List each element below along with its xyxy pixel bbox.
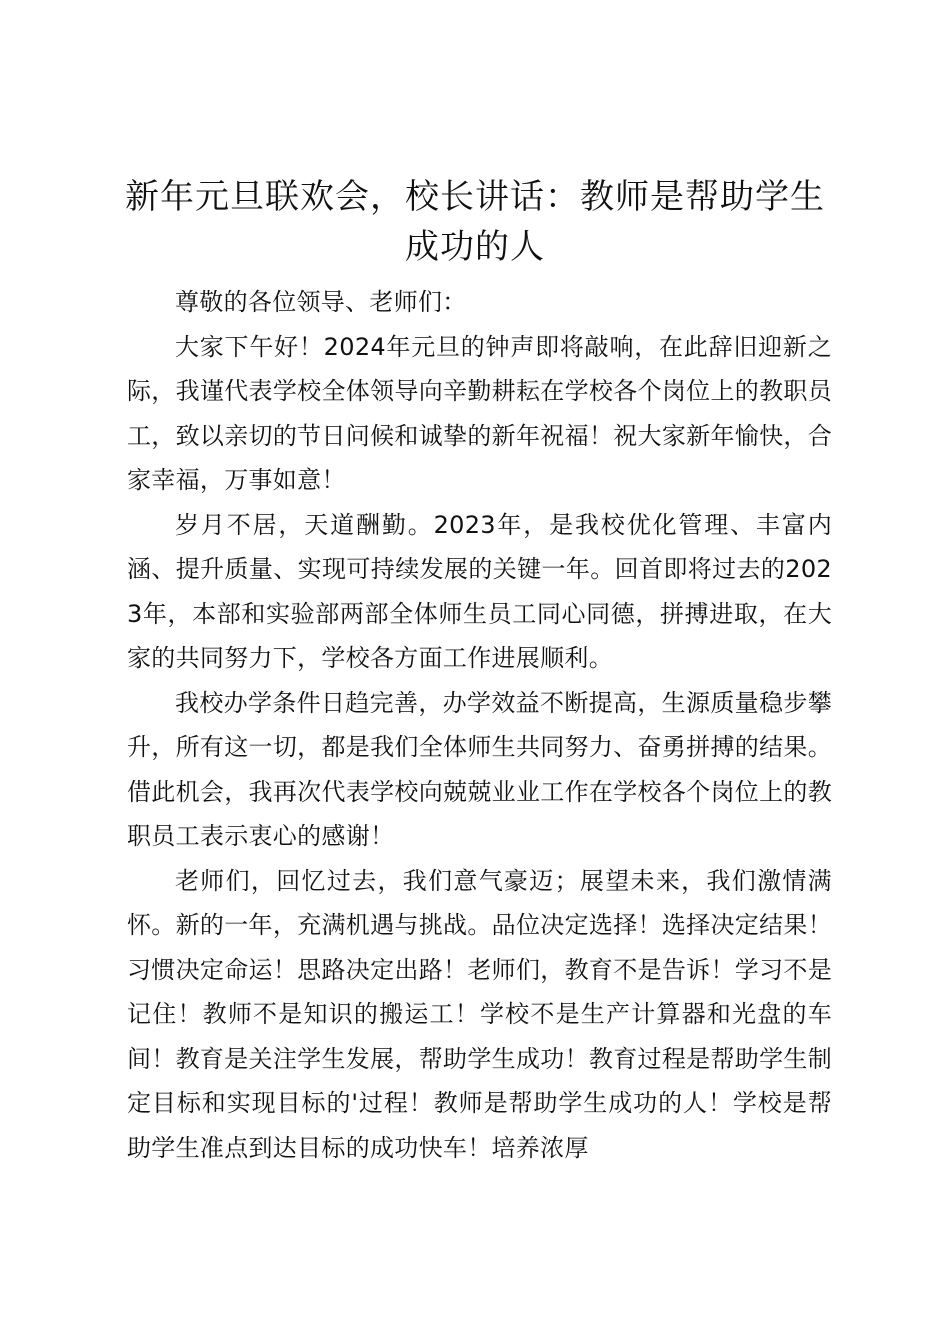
paragraph-new-year-wishes: 大家下午好！2024年元旦的钟声即将敲响，在此辞旧迎新之际，我谨代表学校全体领导向辛勤耕耘在学校各个岗位上的教职员工，致以亲切的节日问候和诚挚的新年祝福！祝大家新年愉快，合家幸福，万事如意！ [127, 332, 832, 494]
document-body [127, 280, 832, 1170]
paragraph-achievements: 我校办学条件日趋完善，办学效益不断提高，生源质量稳步攀升，所有这一切，都是我们全体师生共同努力、奋勇拼搏的结果。借此机会，我再次代表学校向兢兢业业工作在学校各个岗位上的教职员工表示衷心的感谢！ [127, 688, 832, 850]
paragraph-education-philosophy: 老师们，回忆过去，我们意气豪迈；展望未来，我们激情满怀。新的一年，充满机遇与挑战。品位决定选择！选择决定结果！习惯决定命运！思路决定出路！老师们，教育不是告诉！学习不是记住！教师不是知识的搬运工！学校不是生产计算器和光盘的车间！教育是关注学生发展，帮助学生成功！教育过程是帮助学生制定目标和实现目标的'过程！教师是帮助学生成功的人！学校是帮助学生准点到达目标的成功快车！培养浓厚 [127, 866, 832, 1162]
document-title: 新年元旦联欢会，校长讲话：教师是帮助学生成功的人 [125, 177, 825, 267]
paragraph-year-review: 岁月不居，天道酬勤。2023年，是我校优化管理、丰富内涵、提升质量、实现可持续发展的关键一年。回首即将过去的2023年，本部和实验部两部全体师生员工同心同德，拼搏进取，在大家的共同努力下，学校各方面工作进展顺利。 [127, 510, 832, 672]
paragraph-greeting: 尊敬的各位领导、老师们： [175, 288, 467, 316]
